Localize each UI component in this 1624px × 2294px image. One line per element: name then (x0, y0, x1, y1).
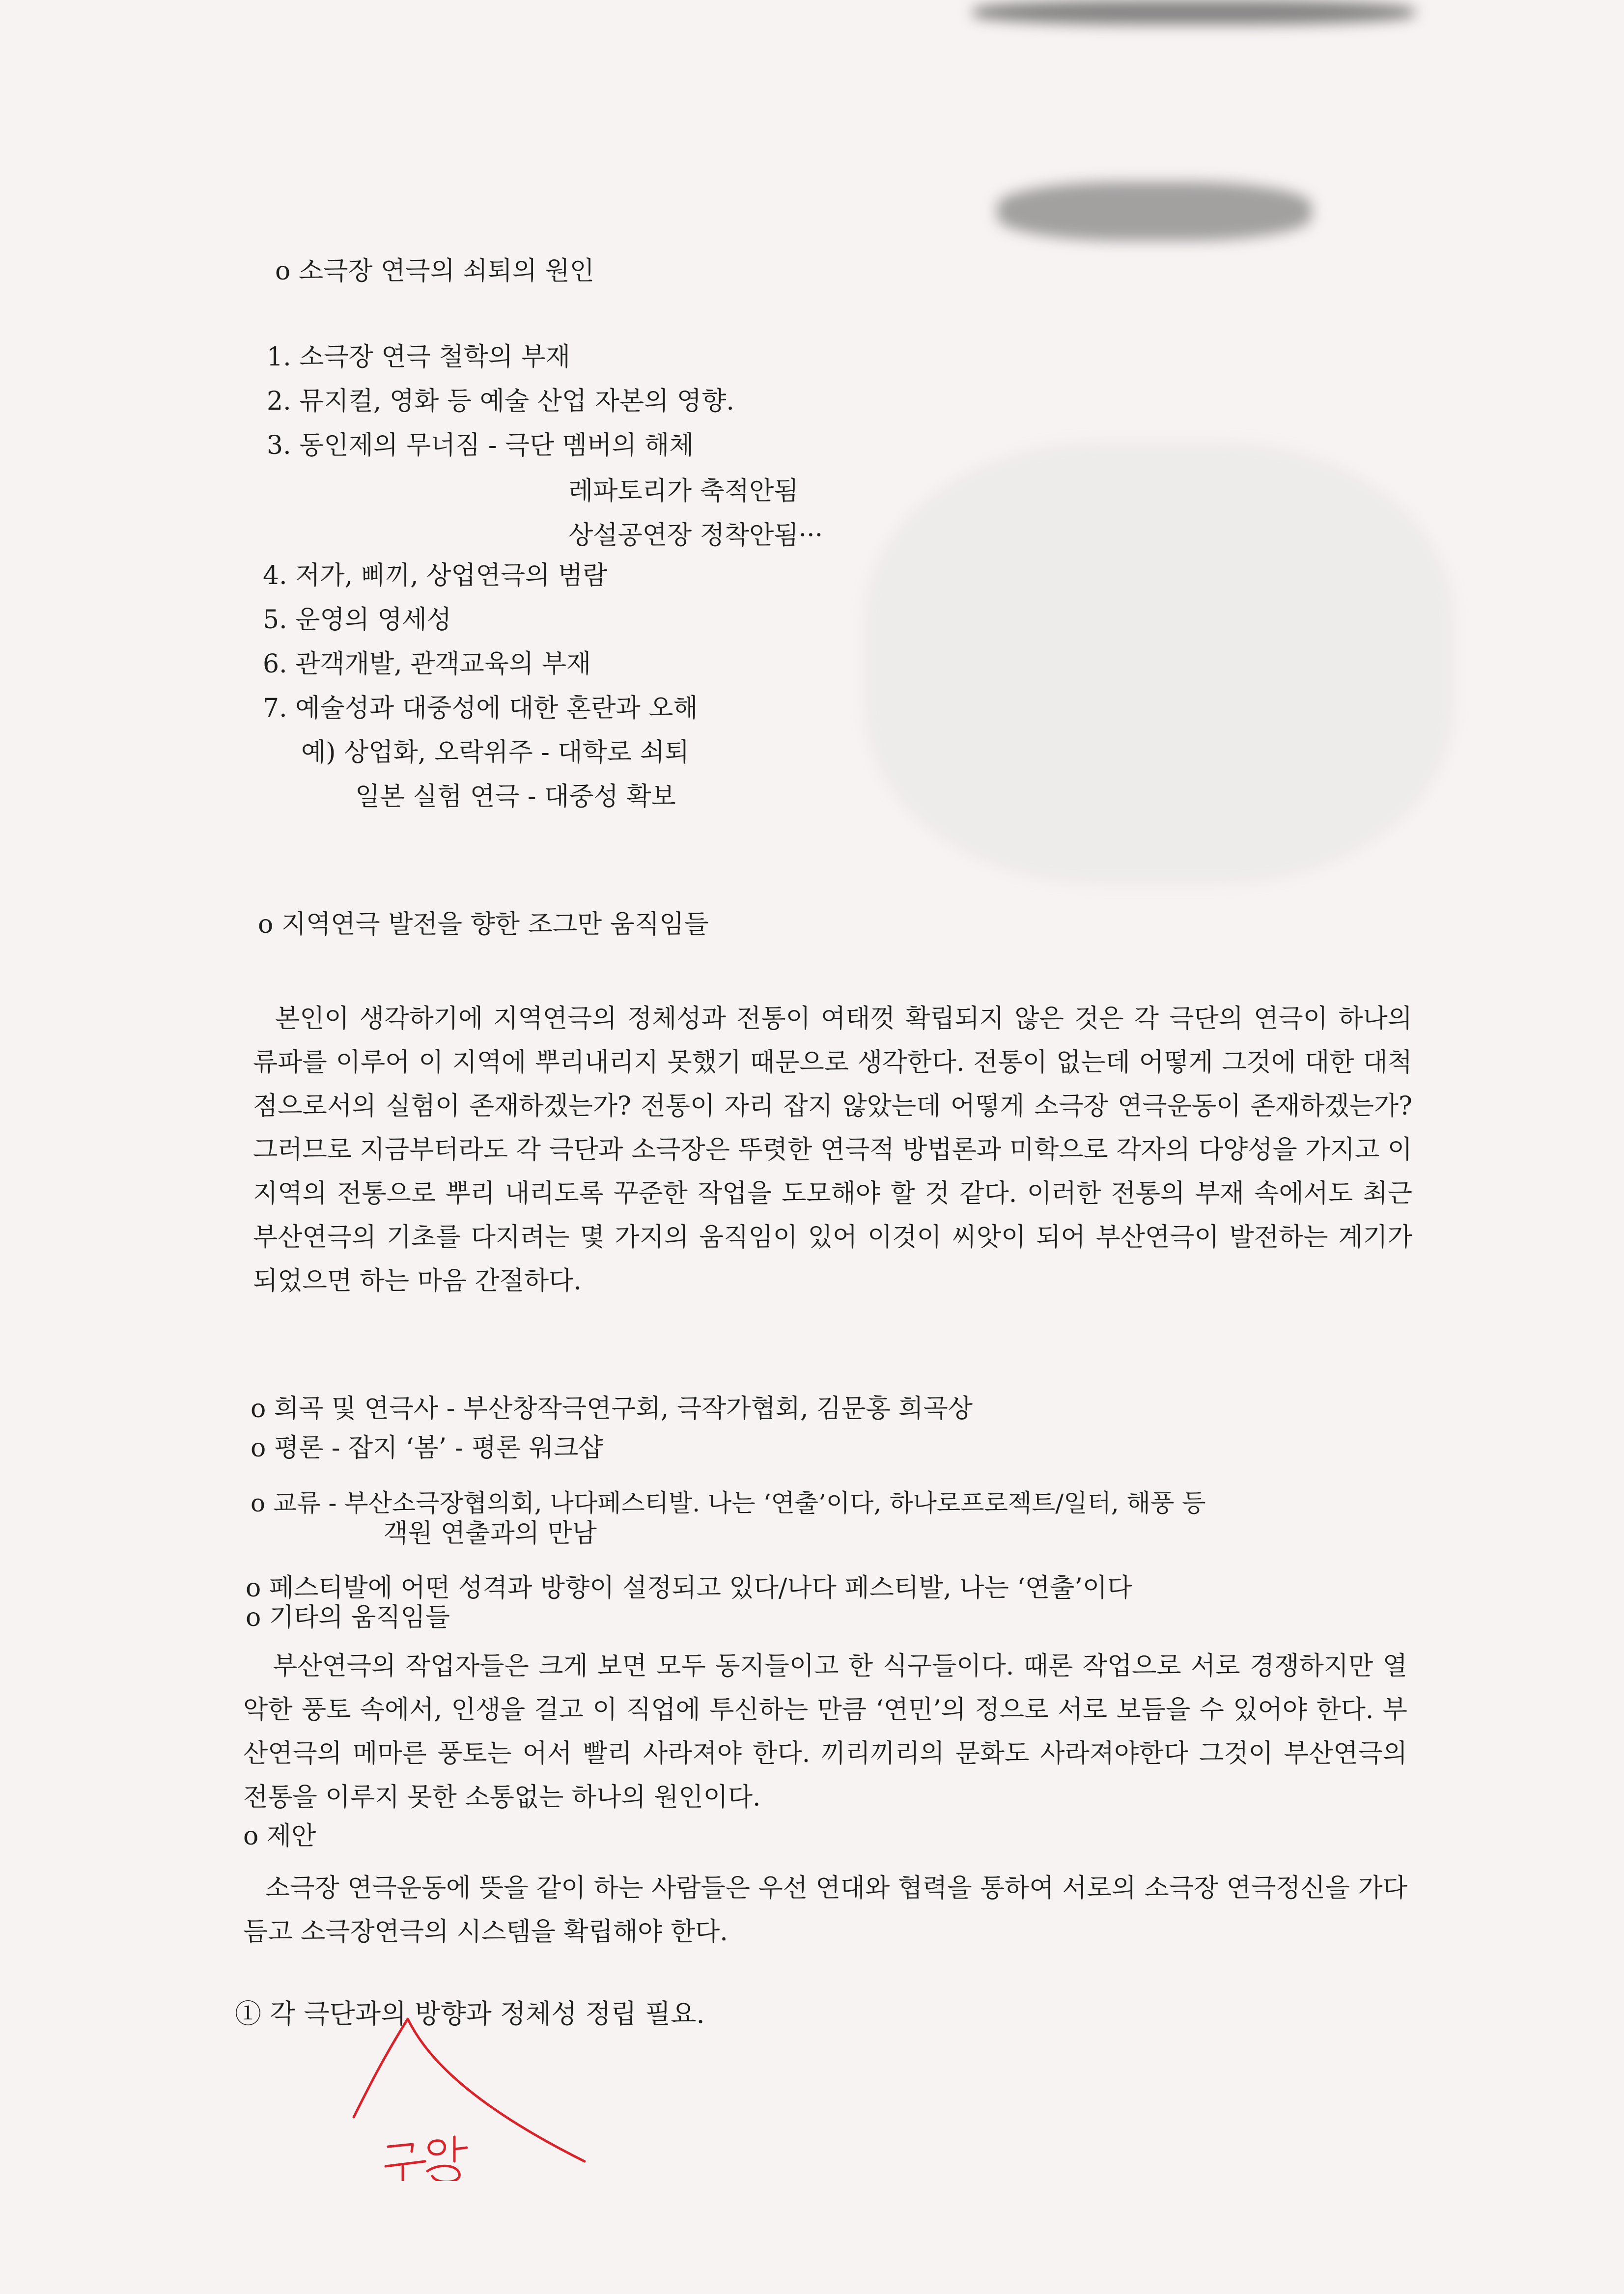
list-item: 예) 상업화, 오락위주 - 대학로 쇠퇴 (301, 738, 690, 767)
body-paragraph: 부산연극의 작업자들은 크게 보면 모두 동지들이고 한 식구들이다. 때론 작업으로 서로 경쟁하지만 열악한 풍토 속에서, 인생을 걸고 이 직업에 투신하는 만큼 ‘연민’의 정으로 서로 보듬을 수 있어야 한다. 부산연극의 메마른 풍토는 어서 빨리 사라져야 한다. 끼리끼리의 문화도 사라져야한다 그것이 부산연극의 전통을 이루지 못한 소통없는 하나의 원인이다. (243, 1651, 1407, 1812)
handwritten-annotation (339, 2004, 614, 2181)
list-item: 7. 예술성과 대중성에 대한 혼란과 오해 (263, 694, 698, 723)
list-item: 2. 뮤지컬, 영화 등 예술 산업 자본의 영향. (267, 387, 734, 416)
list-item: 6. 관객개발, 관객교육의 부재 (263, 649, 591, 679)
list-item: 4. 저가, 삐끼, 상업연극의 범람 (263, 561, 608, 590)
list-item: 일본 실험 연극 - 대중성 확보 (355, 782, 676, 811)
list-item: 상설공연장 정착안됨··· (568, 521, 823, 550)
list-item: 3. 동인제의 무너짐 - 극단 멤버의 해체 (267, 431, 694, 460)
section-heading-proposal: o 제안 (243, 1821, 316, 1851)
list-item: 레파토리가 축적안됨 (568, 476, 799, 506)
list-item: o 희곡 및 연극사 - 부산창작극연구회, 극작가협회, 김문홍 희곡상 (251, 1394, 973, 1424)
scan-smudge-top (973, 0, 1415, 25)
section-heading-decline-causes: o 소극장 연극의 쇠퇴의 원인 (275, 256, 594, 286)
scan-smudge-header (997, 182, 1312, 241)
body-paragraph: 본인이 생각하기에 지역연극의 정체성과 전통이 여태껏 확립되지 않은 것은 각 극단의 연극이 하나의 류파를 이루어 이 지역에 뿌리내리지 못했기 때문으로 생각한다. 전통이 없는데 어떻게 그것에 대한 대척점으로서의 실험이 존재하겠는가? 전통이 자리 잡지 않았는데 어떻게 소극장 연극운동이 존재하겠는가? 그러므로 지금부터라도 각 극단과 소극장은 뚜렷한 연극적 방법론과 미학으로 각자의 다양성을 가지고 이 지역의 전통으로 뿌리 내리도록 꾸준한 작업을 도모해야 할 것 같다. 이러한 전통의 부재 속에서도 최근 부산연극의 기초를 다지려는 몇 가지의 움직임이 있어 이것이 씨앗이 되어 부산연극이 발전하는 계기가 되었으면 하는 마음 간절하다. (253, 1004, 1412, 1296)
scan-smudge-bleed (865, 442, 1454, 884)
list-item: 1. 소극장 연극 철학의 부재 (267, 342, 571, 372)
list-item: o 기타의 움직임들 (246, 1603, 450, 1632)
numbered-item: ① 각 극단과의 방향과 정체성 정립 필요. (235, 1998, 705, 2029)
list-item: o 교류 - 부산소극장협의회, 나다페스티발. 나는 ‘연출’이다, 하나로프로젝트/일터, 해풍 등 (251, 1489, 1206, 1517)
section-heading-regional-movements: o 지역연극 발전을 향한 조그만 움직임들 (258, 910, 709, 939)
list-item: 객원 연출과의 만남 (383, 1519, 597, 1548)
body-paragraph: 소극장 연극운동에 뜻을 같이 하는 사람들은 우선 연대와 협력을 통하여 서로의 소극장 연극정신을 가다듬고 소극장연극의 시스템을 확립해야 한다. (243, 1874, 1407, 1947)
list-item: 5. 운영의 영세성 (263, 605, 452, 635)
list-item: o 평론 - 잡지 ‘봄’ - 평론 워크샵 (251, 1433, 603, 1463)
list-item: o 페스티발에 어떤 성격과 방향이 설정되고 있다/나다 페스티발, 나는 ‘연출’이다 (246, 1573, 1132, 1603)
